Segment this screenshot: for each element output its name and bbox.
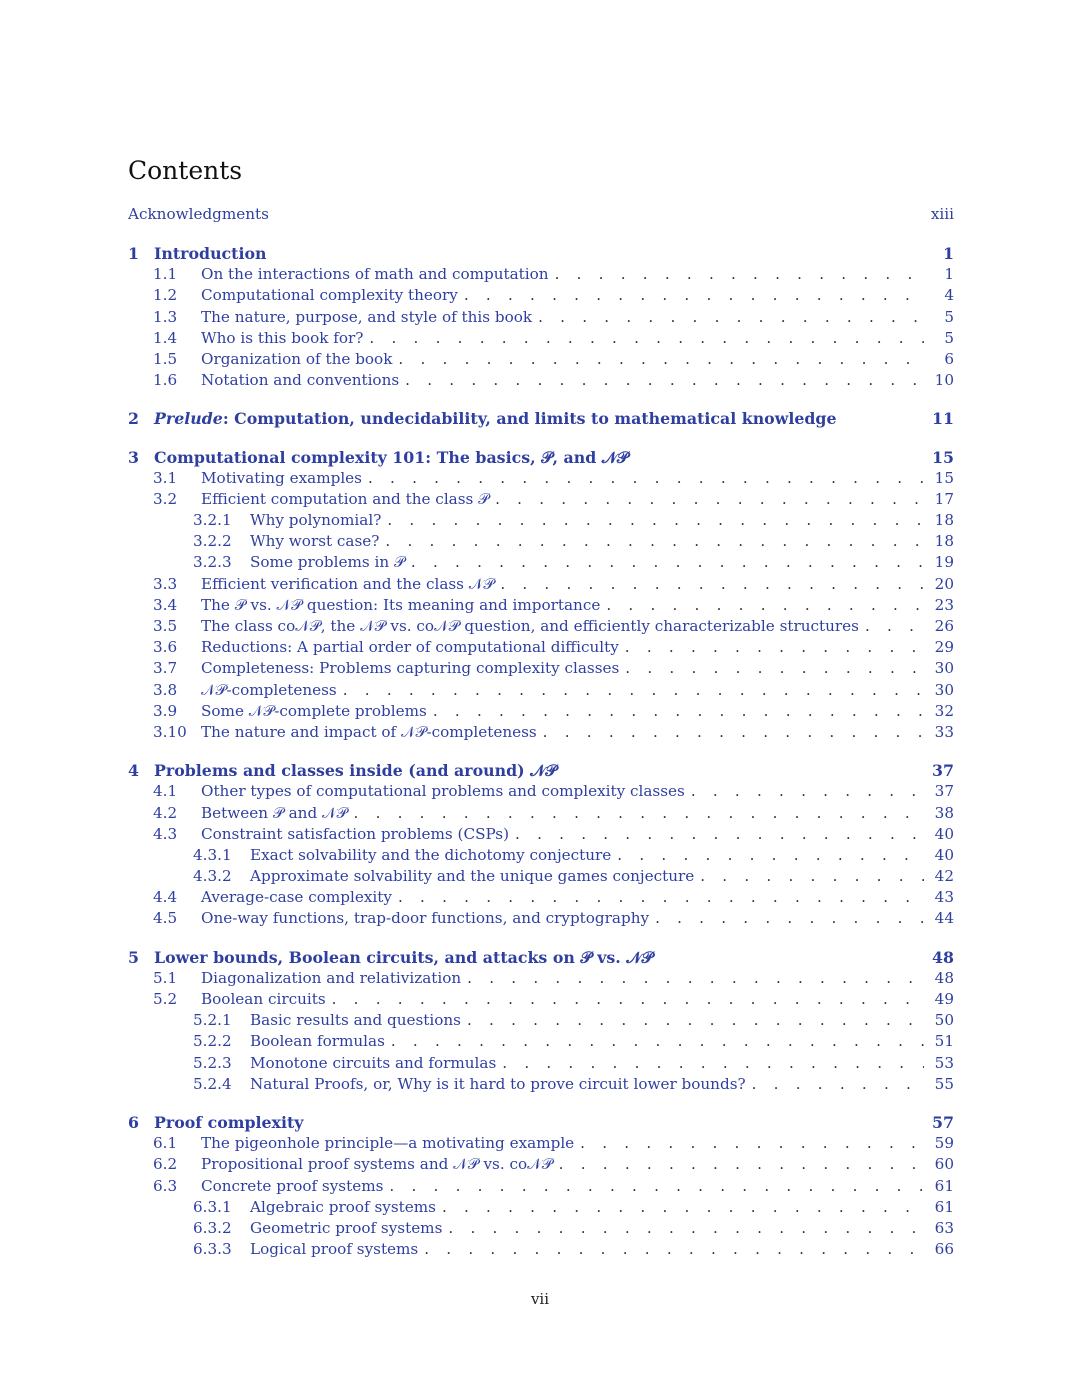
entry-title[interactable]: Computational complexity theory (201, 286, 458, 305)
toc-subsection-entry[interactable] (128, 1239, 954, 1260)
leader-dots (385, 531, 924, 552)
entry-number: 1 (128, 244, 139, 263)
entry-page-number[interactable]: 19 (934, 553, 954, 572)
toc-subsection-entry[interactable] (128, 510, 954, 531)
toc-subsection-entry[interactable] (128, 531, 954, 552)
entry-page-number[interactable]: xiii (930, 205, 954, 223)
entry-title[interactable]: Propositional proof systems and 𝒩𝒫 vs. co𝒩𝒫 (201, 1155, 553, 1174)
leader-dots (495, 489, 924, 510)
toc-section-entry[interactable] (128, 370, 954, 391)
entry-title[interactable]: 𝒩𝒫-completeness (201, 680, 337, 699)
entry-number: 4.3 (153, 824, 178, 843)
toc-section-entry[interactable] (128, 701, 954, 722)
entry-title[interactable]: Basic results and questions (250, 1011, 461, 1030)
toc-section-entry[interactable] (128, 887, 954, 908)
entry-page-number[interactable]: 32 (934, 701, 954, 720)
toc-section-entry[interactable] (128, 680, 954, 701)
toc-section-entry[interactable] (128, 595, 954, 616)
entry-number: 6.1 (153, 1134, 178, 1153)
leader-dots (538, 307, 924, 328)
toc-chapter-entry[interactable] (128, 243, 954, 264)
toc-section-entry[interactable] (128, 1154, 954, 1175)
toc-chapter-entry[interactable] (128, 408, 954, 429)
toc-chapter-entry[interactable] (128, 760, 954, 781)
entry-page-number[interactable]: 33 (934, 722, 954, 741)
toc-section-entry[interactable] (128, 616, 954, 637)
toc-section-entry[interactable] (128, 349, 954, 370)
entry-title[interactable]: Why polynomial? (250, 511, 382, 530)
entry-number: 3.10 (153, 722, 187, 741)
entry-page-number[interactable]: 51 (934, 1032, 954, 1051)
entry-title[interactable]: Efficient computation and the class 𝒫 (201, 489, 490, 508)
toc-chapter-entry[interactable] (128, 947, 954, 968)
entry-number: 3.6 (153, 638, 178, 657)
entry-title[interactable]: Concrete proof systems (201, 1176, 384, 1195)
leader-dots (559, 1154, 924, 1175)
entry-page-number[interactable]: 43 (934, 888, 954, 907)
section-gap (128, 743, 954, 760)
leader-dots (433, 701, 924, 722)
entry-title[interactable]: Approximate solvability and the unique games conjecture (250, 867, 695, 886)
entry-title[interactable]: Geometric proof systems (250, 1218, 443, 1237)
entry-number: 4.4 (153, 888, 178, 907)
entry-number: 1.1 (153, 265, 178, 284)
entry-number: 4.3.2 (193, 867, 232, 886)
table-of-contents (128, 202, 954, 1260)
leader-dots (389, 1176, 924, 1197)
entry-number: 6.3.2 (193, 1218, 232, 1237)
entry-title[interactable]: Natural Proofs, or, Why is it hard to prove circuit lower bounds? (250, 1074, 746, 1093)
entry-page-number[interactable]: 48 (932, 947, 954, 967)
toc-chapter-entry[interactable] (128, 1112, 954, 1133)
toc-section-entry[interactable] (128, 264, 954, 285)
entry-page-number[interactable]: 49 (934, 990, 954, 1008)
entry-title[interactable]: Boolean formulas (250, 1032, 385, 1051)
toc-section-entry[interactable] (128, 658, 954, 679)
toc-section-entry[interactable] (128, 1176, 954, 1197)
entry-page-number[interactable]: 6 (944, 349, 954, 368)
entry-page-number[interactable]: 18 (934, 511, 954, 530)
leader-dots (700, 866, 924, 887)
entry-number: 3.2.3 (193, 553, 232, 572)
entry-title[interactable]: The class co𝒩𝒫, the 𝒩𝒫 vs. co𝒩𝒫 question, and efficiently characterizable structures (201, 617, 859, 635)
entry-number: 6.2 (153, 1155, 178, 1174)
toc-section-entry[interactable] (128, 722, 954, 743)
leader-dots (411, 552, 924, 573)
entry-title[interactable]: The pigeonhole principle—a motivating example (201, 1134, 575, 1153)
entry-number: 1.6 (153, 371, 178, 390)
entry-page-number[interactable]: 11 (932, 409, 954, 429)
section-gap (128, 1095, 954, 1112)
entry-page-number[interactable]: 5 (944, 307, 954, 326)
entry-page-number[interactable]: 17 (934, 489, 954, 508)
entry-page-number[interactable]: 1 (943, 244, 954, 263)
entry-page-number[interactable]: 18 (934, 532, 954, 551)
section-gap (128, 226, 954, 243)
leader-dots (398, 887, 924, 908)
leader-dots (617, 845, 924, 866)
entry-number: 6.3.1 (193, 1197, 232, 1216)
leader-dots (580, 1133, 924, 1154)
entry-page-number[interactable]: 38 (934, 803, 954, 822)
entry-title[interactable]: Logical proof systems (250, 1240, 419, 1259)
leader-dots (515, 824, 924, 845)
entry-title[interactable]: The 𝒫 vs. 𝒩𝒫 question: Its meaning and importance (201, 595, 601, 614)
toc-section-entry[interactable] (128, 574, 954, 595)
entry-title[interactable]: Lower bounds, Boolean circuits, and attacks on 𝒫 vs. 𝒩𝒫 (154, 947, 653, 967)
entry-number: 3.2 (153, 489, 178, 508)
entry-title[interactable]: Why worst case? (250, 532, 380, 551)
entry-title[interactable]: Completeness: Problems capturing complexity classes (201, 659, 620, 678)
entry-number: 1.5 (153, 349, 178, 368)
leader-dots (387, 510, 924, 531)
toc-section-entry[interactable] (128, 307, 954, 328)
entry-title[interactable]: Constraint satisfaction problems (CSPs) (201, 824, 510, 843)
entry-page-number[interactable]: 61 (934, 1176, 954, 1195)
leader-dots (691, 781, 924, 802)
entry-title[interactable]: Motivating examples (201, 468, 362, 487)
toc-section-entry[interactable] (128, 637, 954, 658)
leader-dots (606, 595, 924, 616)
toc-subsection-entry[interactable] (128, 1074, 954, 1095)
entry-number: 5.1 (153, 968, 178, 987)
entry-title[interactable]: Reductions: A partial order of computational difficulty (201, 638, 619, 657)
section-gap (128, 391, 954, 408)
leader-dots (625, 637, 924, 658)
entry-title[interactable]: Computational complexity 101: The basics, 𝒫, and 𝒩𝒫 (154, 447, 629, 467)
entry-page-number[interactable]: 44 (934, 909, 954, 928)
entry-number: 5.2.1 (193, 1011, 232, 1030)
entry-number: 3.3 (153, 574, 178, 593)
entry-page-number[interactable]: 15 (934, 468, 954, 487)
leader-dots (625, 658, 924, 679)
leader-dots (354, 803, 924, 824)
entry-number: 6.3.3 (193, 1240, 232, 1259)
entry-title[interactable]: Exact solvability and the dichotomy conjecture (250, 845, 612, 864)
entry-title[interactable]: Monotone circuits and formulas (250, 1053, 497, 1072)
entry-page-number[interactable]: 5 (944, 328, 954, 347)
entry-number: 3.2.2 (193, 532, 232, 551)
page-number: vii (530, 1290, 550, 1308)
entry-page-number[interactable]: 60 (934, 1155, 954, 1174)
entry-number: 5.2.3 (193, 1053, 232, 1072)
toc-subsection-entry[interactable] (128, 1010, 954, 1031)
leader-dots (369, 328, 924, 349)
entry-page-number[interactable]: 1 (944, 265, 954, 284)
toc-section-entry[interactable] (128, 1133, 954, 1154)
leader-dots (343, 680, 924, 701)
entry-title[interactable]: Average-case complexity (201, 888, 392, 907)
entry-page-number[interactable]: 59 (934, 1134, 954, 1153)
leader-dots (464, 285, 924, 306)
entry-title[interactable]: Efficient verification and the class 𝒩𝒫 (201, 574, 495, 593)
leader-dots (752, 1074, 924, 1095)
leader-dots (368, 468, 924, 489)
leader-dots (448, 1218, 924, 1239)
leader-dots (332, 989, 924, 1010)
entry-number: 4.2 (153, 803, 178, 822)
toc-section-entry[interactable] (128, 968, 954, 989)
entry-number: 6.3 (153, 1176, 178, 1195)
entry-title[interactable]: Who is this book for? (201, 328, 364, 347)
entry-number: 3.7 (153, 659, 178, 678)
entry-title[interactable]: Introduction (154, 244, 267, 263)
toc-subsection-entry[interactable] (128, 866, 954, 887)
entry-number: 5.2 (153, 990, 178, 1008)
leader-dots (555, 264, 924, 285)
toc-subsection-entry[interactable] (128, 1031, 954, 1052)
leader-dots (655, 908, 924, 929)
entry-page-number[interactable]: 53 (934, 1053, 954, 1072)
entry-page-number[interactable]: 63 (934, 1218, 954, 1237)
entry-title[interactable]: Proof complexity (154, 1112, 304, 1132)
entry-title[interactable]: The nature, purpose, and style of this book (201, 307, 533, 326)
page-title: Contents (128, 156, 243, 185)
entry-number: 1.2 (153, 286, 178, 305)
entry-title[interactable]: Diagonalization and relativization (201, 968, 462, 987)
entry-page-number[interactable]: 20 (934, 574, 954, 593)
entry-page-number[interactable]: 26 (934, 617, 954, 635)
toc-section-entry[interactable] (128, 908, 954, 929)
entry-title-rest: : Computation, undecidability, and limits to mathematical knowledge (222, 409, 837, 429)
entry-number: 5.2.2 (193, 1032, 232, 1051)
entry-number: 2 (128, 409, 139, 429)
entry-title[interactable]: Boolean circuits (201, 990, 326, 1008)
toc-subsection-entry[interactable] (128, 1218, 954, 1239)
entry-title[interactable]: On the interactions of math and computation (201, 265, 549, 284)
entry-number: 3.9 (153, 701, 178, 720)
toc-section-entry[interactable] (128, 468, 954, 489)
entry-page-number[interactable]: 48 (934, 968, 954, 987)
entry-number: 4 (128, 761, 139, 781)
leader-dots (467, 1010, 924, 1031)
entry-title[interactable]: Organization of the book (201, 349, 393, 368)
toc-section-entry[interactable] (128, 781, 954, 802)
entry-number: 6 (128, 1112, 139, 1132)
toc-acknowledgments-entry[interactable] (128, 202, 954, 226)
entry-page-number[interactable]: 15 (932, 447, 954, 467)
leader-dots (405, 370, 924, 391)
entry-number: 3.5 (153, 617, 178, 635)
entry-number: 4.5 (153, 909, 178, 928)
toc-section-entry[interactable] (128, 285, 954, 306)
leader-dots (543, 722, 924, 743)
section-gap (128, 430, 954, 447)
toc-subsection-entry[interactable] (128, 1053, 954, 1074)
toc-section-entry[interactable] (128, 489, 954, 510)
leader-dots (424, 1239, 924, 1260)
entry-page-number[interactable]: 57 (932, 1112, 954, 1132)
entry-number: 3 (128, 447, 139, 467)
entry-number: 1.3 (153, 307, 178, 326)
entry-title[interactable]: Some 𝒩𝒫-complete problems (201, 701, 427, 720)
entry-title[interactable]: Problems and classes inside (and around) 𝒩𝒫 (154, 761, 557, 781)
leader-dots (500, 574, 924, 595)
entry-number: 3.1 (153, 468, 178, 487)
leader-dots (442, 1197, 924, 1218)
entry-number: 3.4 (153, 595, 178, 614)
leader-dots (502, 1053, 924, 1074)
entry-page-number[interactable]: 66 (934, 1240, 954, 1259)
entry-number: 3.8 (153, 680, 178, 699)
entry-title[interactable]: Some problems in 𝒫 (250, 553, 405, 572)
section-gap (128, 930, 954, 947)
entry-page-number[interactable]: 4 (944, 286, 954, 305)
entry-title[interactable]: Acknowledgments (128, 205, 269, 223)
entry-page-number[interactable]: 37 (934, 782, 954, 801)
leader-dots (398, 349, 924, 370)
leader-dots (467, 968, 924, 989)
entry-title[interactable]: Between 𝒫 and 𝒩𝒫 (201, 803, 348, 822)
entry-number: 5.2.4 (193, 1074, 232, 1093)
entry-title[interactable]: One-way functions, trap-door functions, and cryptography (201, 909, 650, 928)
entry-page-number[interactable]: 37 (932, 761, 954, 781)
toc-section-entry[interactable] (128, 824, 954, 845)
entry-page-number[interactable]: 10 (934, 371, 954, 390)
entry-page-number[interactable]: 42 (934, 867, 954, 886)
toc-section-entry[interactable] (128, 803, 954, 824)
entry-title-italic: Prelude (154, 409, 223, 429)
entry-number: 4.3.1 (193, 845, 232, 864)
entry-page-number[interactable]: 61 (934, 1197, 954, 1216)
entry-title[interactable] (154, 408, 837, 429)
entry-title[interactable]: The nature and impact of 𝒩𝒫-completeness (201, 722, 537, 741)
entry-page-number[interactable]: 23 (934, 595, 954, 614)
entry-page-number[interactable]: 30 (934, 659, 954, 678)
toc-subsection-entry[interactable] (128, 1197, 954, 1218)
entry-page-number[interactable]: 40 (934, 824, 954, 843)
entry-number: 4.1 (153, 782, 178, 801)
leader-dots (391, 1031, 924, 1052)
entry-page-number[interactable]: 40 (934, 845, 954, 864)
entry-title[interactable]: Algebraic proof systems (250, 1197, 436, 1216)
leader-dots (865, 616, 924, 637)
entry-title[interactable]: Notation and conventions (201, 371, 400, 390)
toc-subsection-entry[interactable] (128, 552, 954, 573)
entry-title[interactable]: Other types of computational problems and complexity classes (201, 782, 685, 801)
entry-number: 5 (128, 947, 139, 967)
entry-page-number[interactable]: 50 (934, 1011, 954, 1030)
toc-subsection-entry[interactable] (128, 845, 954, 866)
toc-section-entry[interactable] (128, 328, 954, 349)
entry-page-number[interactable]: 30 (934, 680, 954, 699)
entry-number: 3.2.1 (193, 511, 232, 530)
entry-page-number[interactable]: 29 (934, 638, 954, 657)
entry-number: 1.4 (153, 328, 178, 347)
entry-page-number[interactable]: 55 (934, 1074, 954, 1093)
toc-section-entry[interactable] (128, 989, 954, 1010)
toc-chapter-entry[interactable] (128, 447, 954, 468)
